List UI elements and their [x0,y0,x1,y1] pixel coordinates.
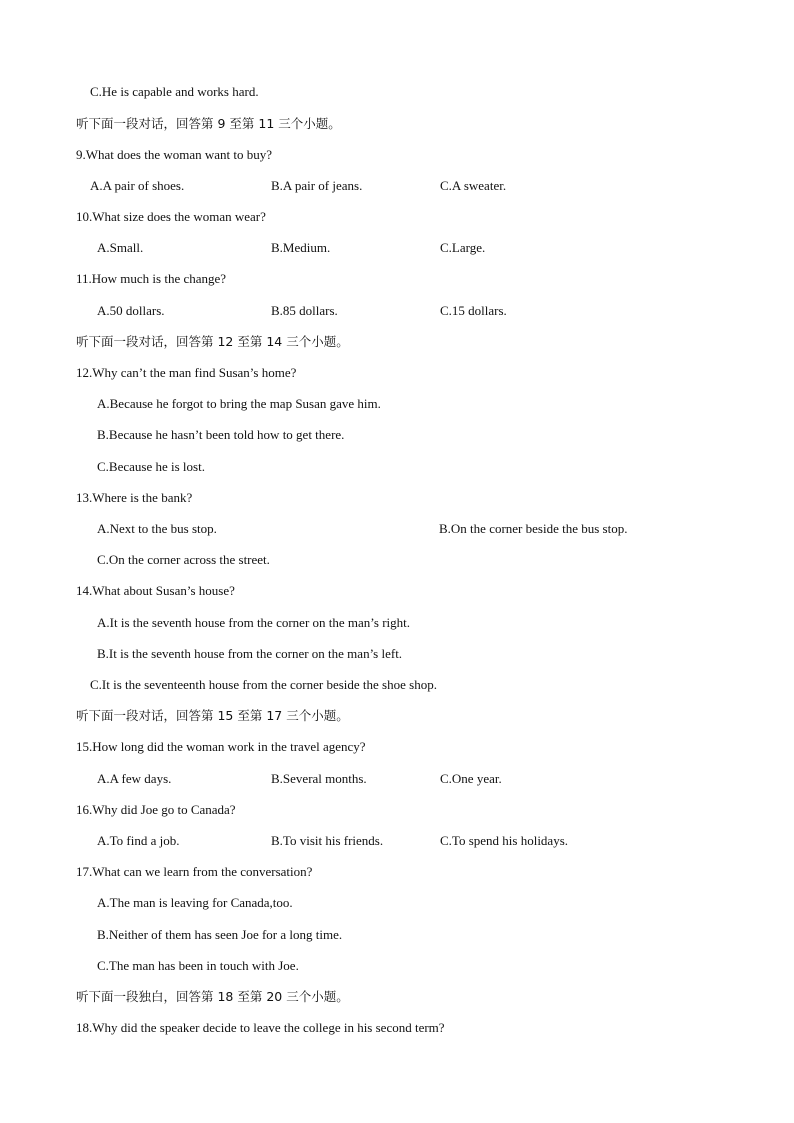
option-b: B.Medium. [271,240,331,255]
section-heading: 听下面一段对话，回答第 9 至第 11 三个小题。 [76,116,341,131]
option-c: C.15 dollars. [440,303,507,318]
section-heading: 听下面一段对话，回答第 12 至第 14 三个小题。 [76,334,349,349]
option-b: B.A pair of jeans. [271,178,363,193]
question-line: 14.What about Susan’s house? [76,583,235,598]
option-b: B.Several months. [271,771,367,786]
question-line: 9.What does the woman want to buy? [76,147,273,162]
question-line: 17.What can we learn from the conversation? [76,864,313,879]
option-c: C.One year. [440,771,502,786]
option-a: A.A pair of shoes. [90,178,185,193]
option-a: A.The man is leaving for Canada,too. [97,895,293,910]
option-a: A.Next to the bus stop. [97,521,217,536]
option-a: A.A few days. [97,771,172,786]
option-b: B.To visit his friends. [271,833,384,848]
option-c: C.Because he is lost. [97,459,205,474]
question-line: 13.Where is the bank? [76,490,193,505]
question-line: 16.Why did Joe go to Canada? [76,802,236,817]
option-c: C.A sweater. [440,178,507,193]
question-line: 15.How long did the woman work in the travel agency? [76,739,366,754]
option-c: C.To spend his holidays. [440,833,569,848]
option-a: A.It is the seventh house from the corner on the man’s right. [97,615,411,630]
option-c: C.Large. [440,240,486,255]
question-line: 10.What size does the woman wear? [76,209,266,224]
question-line: 12.Why can’t the man find Susan’s home? [76,365,297,380]
option-a: A.To find a job. [97,833,180,848]
option-b: B.Because he hasn’t been told how to get there. [97,427,345,442]
option-line: C.He is capable and works hard. [90,84,259,99]
option-a: A.Small. [97,240,144,255]
option-a: A.50 dollars. [97,303,165,318]
section-heading: 听下面一段独白，回答第 18 至第 20 三个小题。 [76,989,349,1004]
option-a: A.Because he forgot to bring the map Susan gave him. [97,396,381,411]
question-line: 11.How much is the change? [76,271,227,286]
option-c: C.The man has been in touch with Joe. [97,958,299,973]
option-c: C.On the corner across the street. [97,552,270,567]
section-heading: 听下面一段对话，回答第 15 至第 17 三个小题。 [76,708,349,723]
option-b: B.85 dollars. [271,303,338,318]
option-b: B.On the corner beside the bus stop. [439,521,628,536]
option-c: C.It is the seventeenth house from the corner beside the shoe shop. [90,677,437,692]
option-b: B.It is the seventh house from the corner on the man’s left. [97,646,403,661]
option-b: B.Neither of them has seen Joe for a long time. [97,927,343,942]
question-line: 18.Why did the speaker decide to leave the college in his second term? [76,1020,445,1035]
